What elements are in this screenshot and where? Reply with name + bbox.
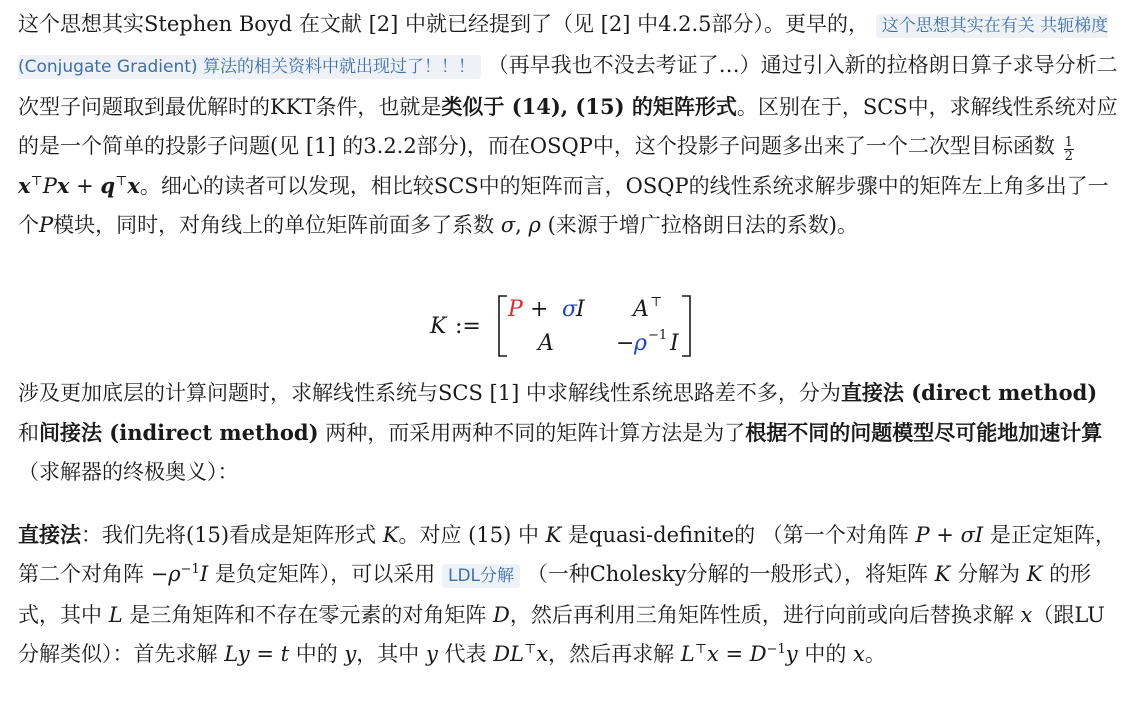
svg-text::=: := [455,314,481,339]
text: 涉及更加底层的计算问题时，求解线性系统与SCS [1] 中求解线性系统思路差不多，分为 [18,381,841,405]
matrix-K-formula [0,290,1132,362]
paragraph-2 [18,373,1118,492]
conjugate-gradient-link[interactable]: 这个思想其实在有关 共轭梯度 (Conjugate Gradient) 算法的相关资料中就出现过了！！！ [18,16,1109,77]
svg-text:⊤: ⊤ [650,295,663,310]
text: （跟LU分解类似）：首先求解 [18,603,1105,666]
svg-text:I: I [576,297,585,322]
svg-text:+: + [530,297,549,322]
text: ，然后再求解 [548,642,675,666]
math: Ly = t [224,642,290,666]
text: 的形式，其中 [18,562,1092,627]
math: P + σI [915,523,984,547]
text: 。对应 (15) 中 [398,523,539,547]
text: （求解器的终极奥义）： [18,460,239,484]
svg-text:P: P [508,297,523,322]
text: ：我们先将(15)看成是矩阵形式 [81,523,377,547]
svg-text:K: K [430,314,447,339]
svg-text:−: − [616,331,635,356]
bold-text: 类似于 (14), (15) 的矩阵形式 [441,94,737,119]
text: 是quasi-definite的 （第一个对角阵 [568,523,909,547]
math: y [425,642,438,666]
text: 是三角矩阵和不存在零元素的对角矩阵 [129,603,487,627]
math: K [382,523,399,547]
math: D [493,603,510,627]
math: K [1026,562,1043,586]
text: 分解为 [957,562,1021,586]
text: ，其中 [356,642,420,666]
svg-text:A: A [538,331,554,356]
text: 代表 [444,642,487,666]
svg-text:ρ: ρ [634,331,647,356]
math: $-\rho^{-1}I$ [150,562,209,586]
math: $L^⊤x = D^{-1}y$ [680,642,798,666]
text: 是正定矩阵，第二个对角阵 [18,523,1116,586]
paragraph-1 [18,5,1118,245]
math: K [545,523,562,547]
text: 。细心的读者可以发现，相比较SCS中的矩阵而言，OSQP的线性系统求解步骤中的矩阵左上角多出了一个 [18,174,1109,237]
paragraph-3 [18,515,1118,674]
text: 。 [864,642,886,666]
svg-text:A: A [633,297,649,322]
text: 和 [18,421,39,445]
bold-text: 根据不同的问题模型尽可能地加速计算 [745,420,1103,445]
math: y [344,642,357,666]
text: 中的 [295,642,338,666]
bold-text: 直接法 (direct method) [840,380,1098,405]
math: x [853,642,865,666]
text: (来源于增广拉格朗日法的系数)。 [547,213,858,237]
math: x [1020,603,1033,627]
math: K [934,562,951,586]
math: DL⊤x [493,642,549,666]
matrix-K-svg [0,290,1132,362]
quadratic-objective-formula: $\frac{1}{2}$ x⊤Px + q⊤x [18,134,1073,198]
P-symbol: P [39,213,54,237]
math: L [108,603,123,627]
sigma-rho-symbols: σ, ρ [500,213,541,237]
text: 。区别在于，SCS中，求解线性系统对应的是一个简单的投影子问题(见 [1] 的3.2.2部分)，而在OSQP中，这个投影子问题多出来了一个二次型目标函数 [18,95,1118,158]
bold-text: 间接法 (indirect method) [39,420,319,445]
text: 中的 [804,642,847,666]
text: （再早我也不没去考证了…）通过引入新的拉格朗日算子求导分析二次型子问题取到最优解时的KKT条件，也就是 [18,53,1118,119]
text: 是负定矩阵），可以采用 [214,562,436,586]
text: ，然后再利用三角矩阵性质，进行向前或向后替换求解 [509,603,1014,627]
svg-text:σ: σ [562,297,578,322]
text: （一种Cholesky分解的一般形式），将矩阵 [526,562,928,586]
svg-text:I: I [670,331,679,356]
text: 这个思想其实Stephen Boyd 在文献 [2] 中就已经提到了（见 [2] 中4.2.5部分）。更早的， [18,12,870,36]
svg-text:−1: −1 [648,328,668,343]
text: 两种，而采用两种不同的矩阵计算方法是为了 [318,421,746,445]
ldl-decomposition-link[interactable]: LDL分解 [442,564,520,588]
text: 模块，同时，对角线上的单位矩阵前面多了系数 [53,213,495,237]
bold-text: 直接法 [18,522,81,547]
